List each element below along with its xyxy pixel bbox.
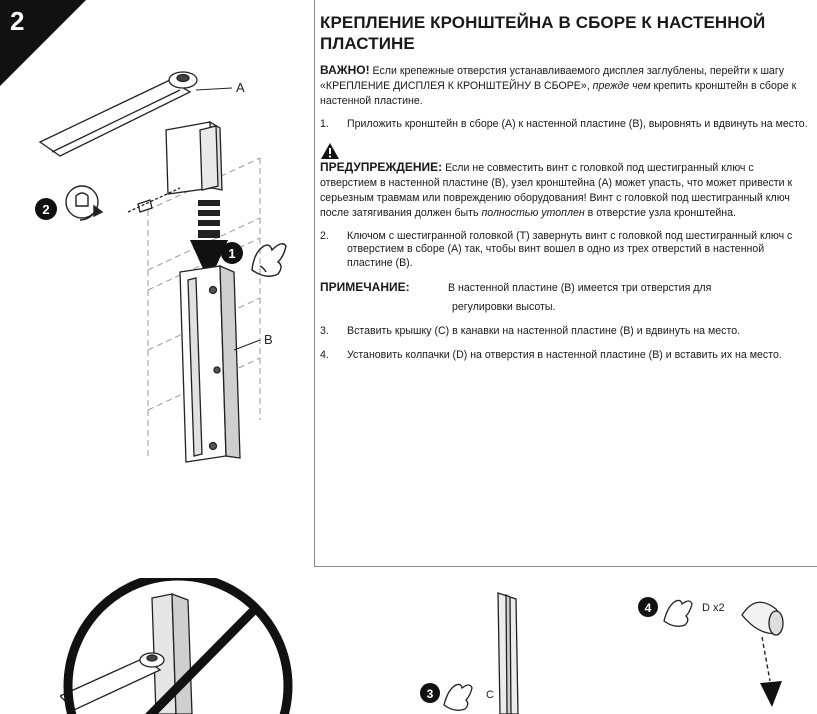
text-panel-bottom-border [314, 566, 817, 567]
step-item-3 [320, 325, 808, 339]
step-item-4 [320, 349, 808, 363]
hand-slide-icon [444, 684, 472, 710]
important-text-italic: прежде чем [592, 80, 651, 92]
part-label-a: A [236, 80, 245, 95]
important-text-a: Если крепежные отверстия устанавливаемого дисплея заглублены, перейти к шагу «КРЕПЛЕНИЕ ДИСПЛЕЯ К КРОНШТЕЙНУ В СБОРЕ», [320, 65, 784, 92]
callout-3-label: 3 [426, 687, 434, 701]
hand-press-icon [664, 600, 692, 626]
step-text-1: Приложить кронштейн в сборе (А) к настенной пластине (В), выровнять и вдвинуть на место. [347, 118, 808, 130]
step-number-1: 1. [320, 118, 329, 130]
cap-d-part [742, 602, 783, 635]
note-body [448, 280, 808, 315]
bracket-assembly-illustration [20, 60, 310, 480]
note-label: ПРИМЕЧАНИЕ: [320, 280, 410, 294]
warning-label: ПРЕДУПРЕЖДЕНИЕ: [320, 159, 443, 174]
callout-1-label: 1 [228, 246, 236, 261]
part-label-c: C [486, 689, 494, 701]
step-item-2 [320, 230, 808, 271]
warning-text-b: в отверстие узла кронштейна. [584, 206, 736, 219]
warning-text [320, 160, 808, 221]
warning-text-italic: полностью утоплен [481, 206, 585, 219]
step-text-2: Ключом с шестигранной головкой (Т) завернуть винт с головкой под шестигранный ключ с отверстием в сборе (А) так, чтобы винт вошел в одно из трех отверстий в настенной пластине (В). [347, 229, 793, 269]
warning-triangle-icon [320, 142, 340, 160]
text-panel-left-border [314, 0, 315, 566]
part-label-d: D x2 [702, 602, 725, 614]
step-number: 2 [10, 6, 25, 36]
cover-c-illustration [410, 585, 540, 714]
section-title: КРЕПЛЕНИЕ КРОНШТЕЙНА В СБОРЕ К НАСТЕННОЙ ПЛАСТИНЕ [320, 13, 766, 53]
callout-2-label: 2 [42, 202, 50, 217]
hand-push-icon [252, 244, 286, 277]
warning-block [320, 142, 808, 221]
note-line-2: регулировки высоты. [452, 301, 556, 313]
step-number-2: 2. [320, 229, 329, 242]
warning-text-a: Если не совместить винт с головкой под шестигранный ключ с отверстием в настенной пластине (В), узел кронштейна (А) может упасть, что может привести к серьезным травмам или повреждению оборудования! Винт с головкой под шестигранный ключ после затягивания должен быть [320, 161, 793, 219]
step-number-4: 4. [320, 348, 329, 361]
cap-d-illustration [630, 585, 817, 714]
important-label: ВАЖНО! [320, 63, 370, 77]
instructions-panel [320, 12, 808, 372]
step-number-3: 3. [320, 325, 329, 337]
callout-4-label: 4 [644, 601, 652, 615]
step-item-1 [320, 118, 808, 132]
step-text-4: Установить колпачки (D) на отверстия в настенной пластине (В) и вставить их на место. [347, 348, 782, 361]
note-block [320, 280, 808, 315]
rotate-wrench-icon [66, 186, 102, 220]
note-line-1: В настенной пластине (В) имеется три отверстия для [448, 282, 712, 294]
step-text-3: Вставить крышку (С) в канавки на настенной пластине (В) и вдвинуть на место. [347, 325, 741, 337]
prohibited-illustration [60, 578, 310, 714]
part-label-b: B [264, 332, 273, 347]
down-arrow-icon [760, 637, 782, 707]
important-text-b: крепить кронштейн в сборе к настенной пластине. [320, 80, 797, 107]
important-paragraph [320, 63, 808, 109]
